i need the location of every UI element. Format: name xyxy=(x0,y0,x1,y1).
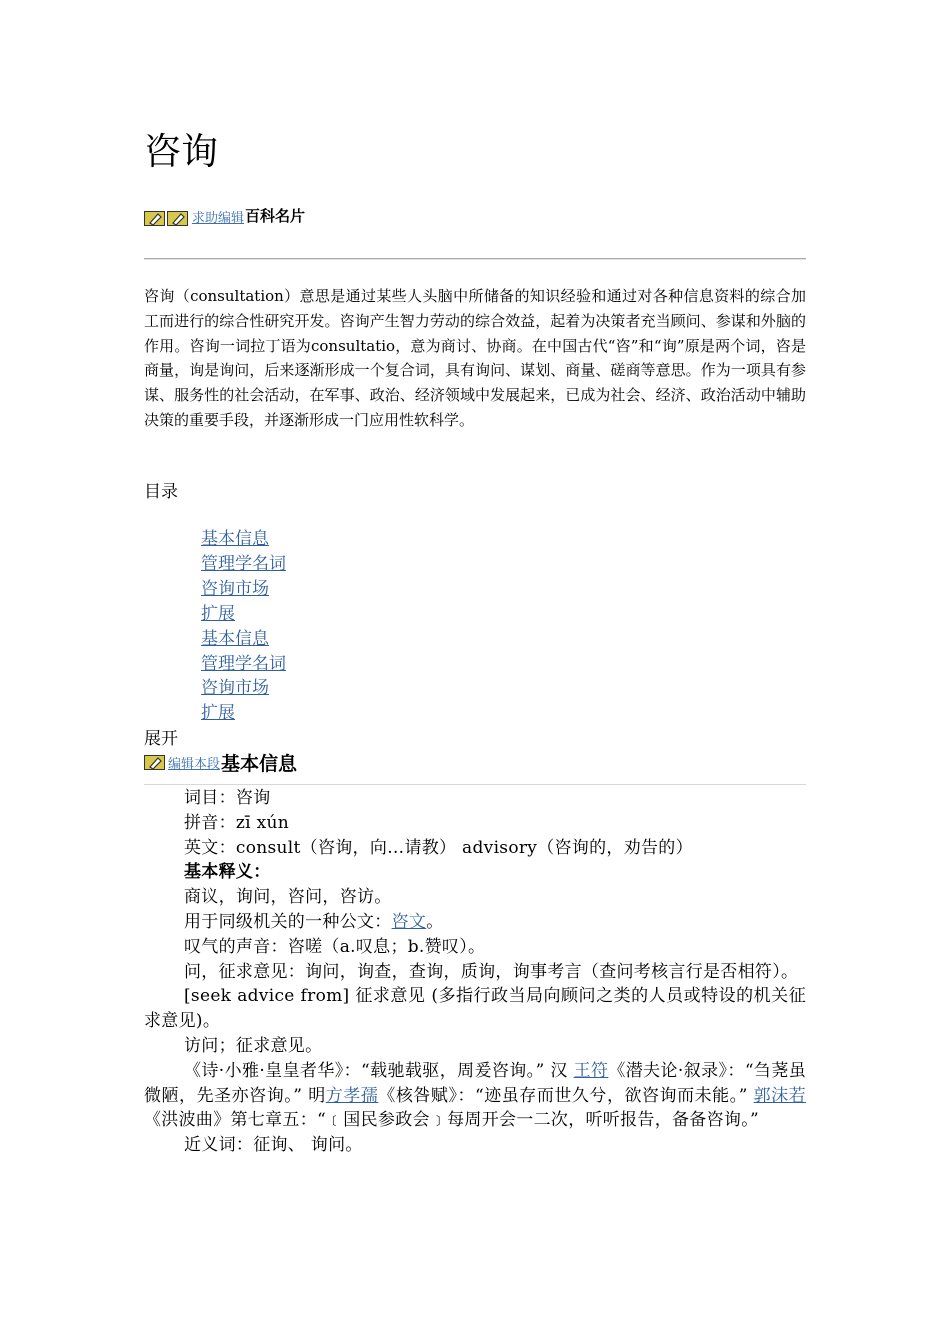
basic-def-heading xyxy=(144,860,806,885)
toc-link[interactable]: 咨询市场 xyxy=(201,678,269,699)
definition-line: 商议，询问，咨问，咨访。 xyxy=(184,887,392,908)
toc-item xyxy=(201,701,286,726)
ziwen-link[interactable]: 咨文 xyxy=(391,911,427,932)
synonyms-line: 近义词：征询、 询问。 xyxy=(184,1135,363,1156)
quote-text: 《洪波曲》第七章五：“﹝国民参政会﹞每周开会一二次，听听报告，备备咨询。” xyxy=(144,1110,759,1131)
toc-link[interactable]: 咨询市场 xyxy=(201,578,269,599)
wangfu-link[interactable]: 王符 xyxy=(573,1060,609,1081)
definition-line xyxy=(144,910,806,935)
toc-item xyxy=(201,577,286,602)
edit-pencil-icon[interactable] xyxy=(144,211,165,226)
toc-item xyxy=(201,627,286,652)
pinyin-line: 拼音：zī xún xyxy=(184,812,289,833)
toc-item xyxy=(201,552,286,577)
toc-item xyxy=(201,527,286,552)
guomoruo-link[interactable]: 郭沫若 xyxy=(753,1085,806,1106)
page-title: 咨询 xyxy=(144,130,218,173)
section-title: 基本信息 xyxy=(221,752,298,775)
card-label: 百科名片 xyxy=(245,207,306,225)
edit-pencil-icon[interactable] xyxy=(167,211,188,226)
toc-list xyxy=(201,527,286,726)
definition-line: [seek advice from] 征求意见 (多指行政当局向顾问之类的人员或特设的机关征求意见)。 xyxy=(144,986,806,1032)
toc-link[interactable]: 基本信息 xyxy=(201,529,269,549)
basic-def-label: 基本释义： xyxy=(184,862,271,883)
quote-paragraph xyxy=(144,1059,806,1133)
toc-link[interactable]: 管理学名词 xyxy=(201,653,286,674)
quote-text: 《核咎赋》：“迹虽存而世久兮，欲咨询而未能。” xyxy=(378,1085,754,1106)
divider xyxy=(144,258,806,260)
toc-item xyxy=(201,676,286,701)
def-text: 。 xyxy=(426,911,444,932)
edit-pencil-icon[interactable] xyxy=(144,755,165,770)
quote-text: 《诗·小雅·皇皇者华》：“载驰载驱，周爰咨询。” 汉 xyxy=(184,1060,574,1081)
definition-line: 访问；征求意见。 xyxy=(184,1035,323,1056)
def-text: 用于同级机关的一种公文： xyxy=(184,911,392,932)
fangxiaoru-link[interactable]: 方孝孺 xyxy=(325,1085,379,1106)
section-header xyxy=(144,749,297,775)
toc-item xyxy=(201,652,286,677)
toc-expand-toggle[interactable]: 展开 xyxy=(144,729,178,749)
definition-line: 问，征求意见：询问，询查，查询，质询，询事考言（查问考核言行是否相符）。 xyxy=(184,961,799,982)
quote-text: 《潜夫论·叙录》：“刍荛虽微陋，先圣亦咨询。” 明 xyxy=(144,1060,806,1106)
help-edit-link[interactable]: 求助编辑 xyxy=(192,211,245,226)
english-line: 英文：consult（咨询，向…请教） advisory（咨询的，劝告的） xyxy=(184,837,693,858)
intro-paragraph: 咨询（consultation）意思是通过某些人头脑中所储备的知识经验和通过对各种信息资料的综合加工而进行的综合性研究开发。咨询产生智力劳动的综合效益，起着为决策者充当顾问、参谋和外脑的作用。咨询一词拉丁语为consultatio，意为商讨、协商。在中国古代“咨”和“询”原是两个词，咨是商量，询是询问，后来逐渐形成一个复合词，具有询问、谋划、商量、磋商等意思。作为一项具有参谋、服务性的社会活动，在军事、政治、经济领域中发展起来，已成为社会、经济、政治活动中辅助决策的重要手段，并逐渐形成一门应用性软科学。 xyxy=(144,287,806,429)
toc-link[interactable]: 扩展 xyxy=(201,703,235,724)
toc-item xyxy=(201,602,286,627)
section-body xyxy=(144,786,806,1158)
definition-line: 叹气的声音：咨嗟（a.叹息；b.赞叹）。 xyxy=(184,936,486,957)
edit-section-link[interactable]: 编辑本段 xyxy=(168,756,221,772)
toc-heading: 目录 xyxy=(144,482,178,502)
toc-link[interactable]: 基本信息 xyxy=(201,628,269,649)
toc-link[interactable]: 扩展 xyxy=(201,603,235,624)
toc-link[interactable]: 管理学名词 xyxy=(201,553,286,574)
section-divider xyxy=(144,784,806,785)
card-row xyxy=(144,204,305,226)
entry-line: 词目：咨询 xyxy=(184,788,271,808)
